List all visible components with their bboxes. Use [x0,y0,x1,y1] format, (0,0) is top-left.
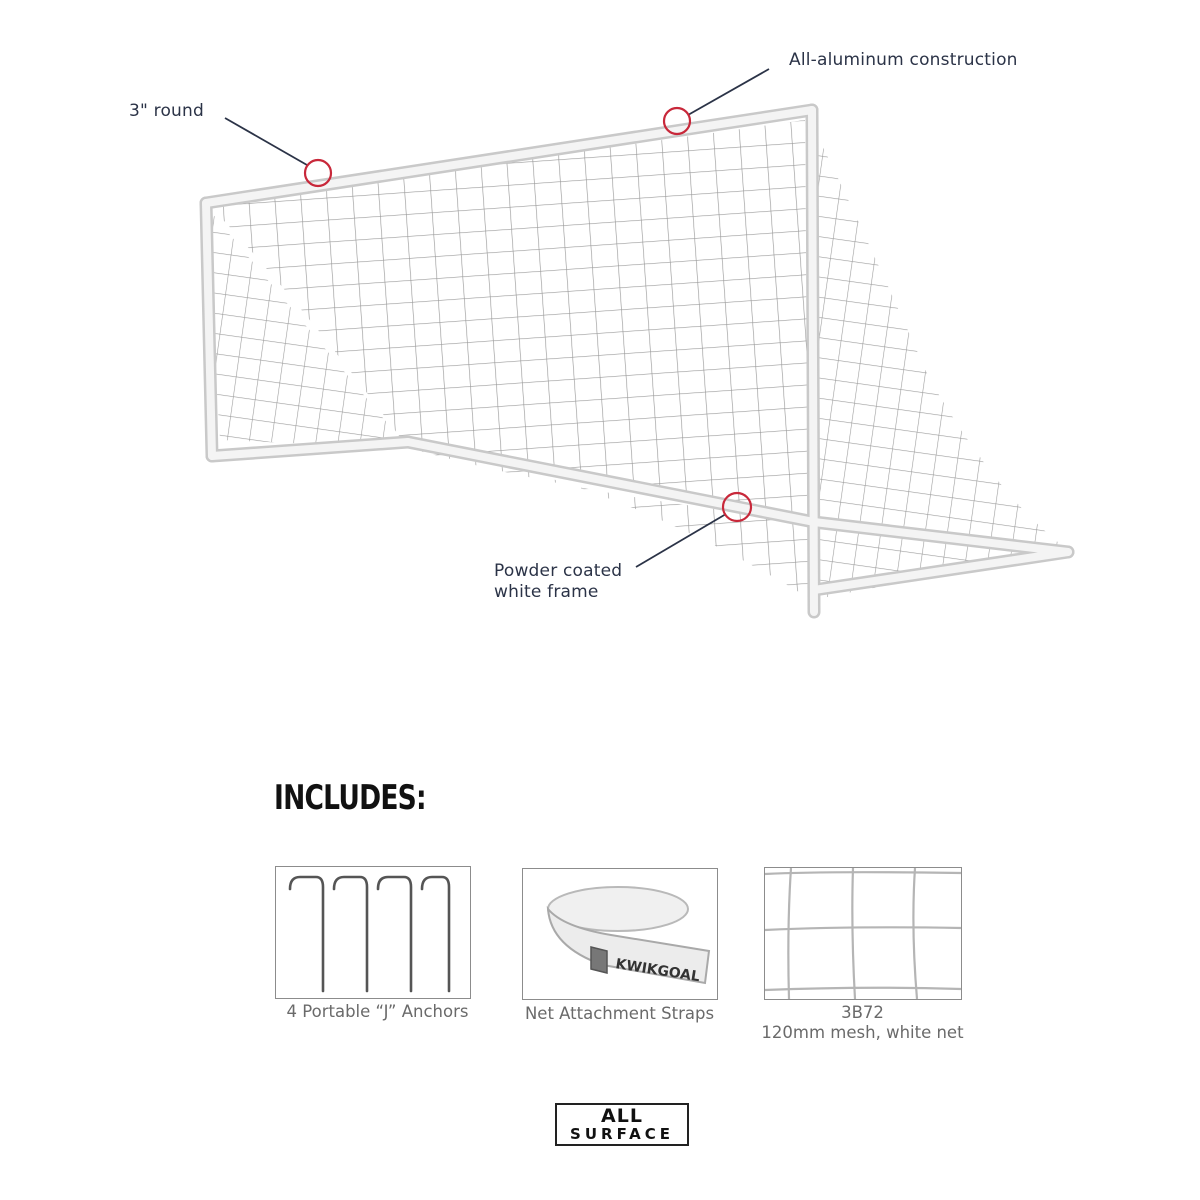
anchors-caption: 4 Portable “J” Anchors [286,1002,469,1021]
badge-line2: SURFACE [570,1125,674,1143]
net-mesh-icon [765,868,961,999]
callout-powder-line1: Powder coated [494,561,623,581]
callout-powder [494,561,622,603]
net-card [764,867,962,1000]
j-anchors-icon [276,867,470,998]
goal-net [205,120,1068,600]
includes-title: INCLUDES: [274,778,426,818]
all-surface-badge [555,1103,689,1146]
net-caption [740,1003,985,1043]
net-caption-line2: 120mm mesh, white net [761,1023,964,1042]
strap-icon [523,869,717,999]
badge-line1: ALL [601,1105,643,1127]
anchors-card [275,866,471,999]
straps-caption: Net Attachment Straps [524,1004,715,1023]
callout-aluminum: All-aluminum construction [789,50,1018,70]
strap-brand-text: KWIKGOAL [614,956,701,986]
callout-round: 3" round [129,101,204,121]
net-caption-line1: 3B72 [841,1003,884,1022]
straps-card [522,868,718,1000]
callout-powder-line2: white frame [494,582,599,602]
